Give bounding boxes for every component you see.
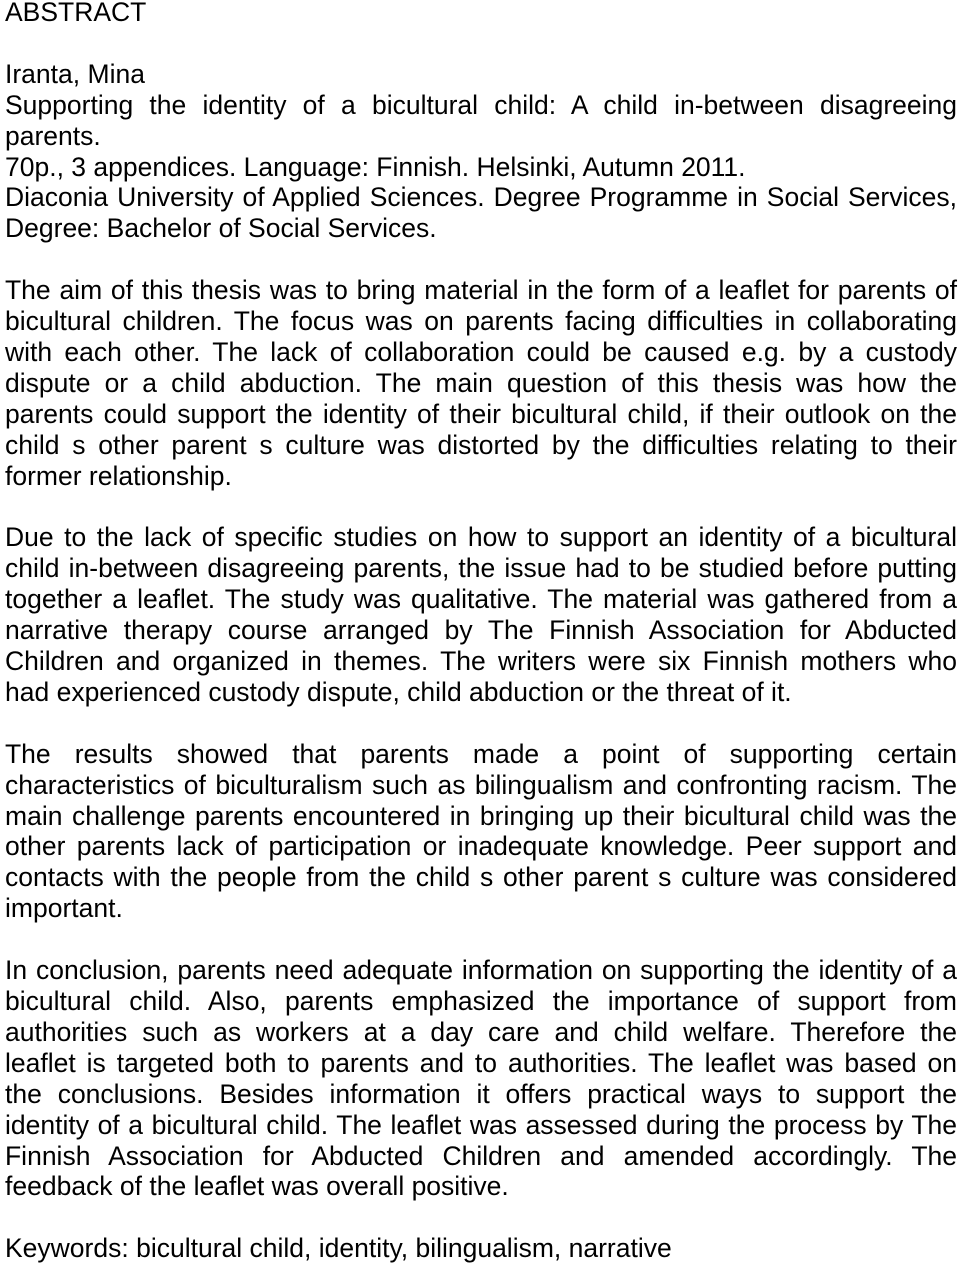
paragraph-line: former relationship.: [5, 460, 232, 491]
paragraph-line: characteristics of biculturalism such as bilingualism and confronting racism. The: [5, 769, 957, 800]
paragraph-line: bicultural children. The focus was on parents facing difficulties in collaborating: [5, 306, 957, 337]
abstract-page: [5, 0, 957, 1264]
paragraph-line: authorities such as workers at a day care and child welfare. Therefore the: [5, 1016, 957, 1047]
degree-line: Degree: Bachelor of Social Services.: [5, 213, 437, 244]
keywords-list: bicultural child, identity, bilingualism, narrative: [136, 1233, 672, 1264]
thesis-title-line: Supporting the identity of a bicultural child: A child in-between disagreeing: [5, 89, 957, 120]
paragraph-line: The aim of this thesis was to bring material in the form of a leaflet for parents of: [5, 275, 957, 306]
keywords: [5, 1233, 957, 1264]
paragraph-line: parents could support the identity of their bicultural child, if their outlook on the: [5, 398, 957, 429]
paragraph-line: child s other parent s culture was distorted by the difficulties relating to their: [5, 429, 957, 460]
institution-line: Diaconia University of Applied Sciences. Degree Programme in Social Services,: [5, 182, 957, 213]
paragraph-line: child in-between disagreeing parents, the issue had to be studied before putting: [5, 553, 957, 584]
paragraph-line: bicultural child. Also, parents emphasized the importance of support from: [5, 986, 957, 1016]
paragraph-line: leaflet is targeted both to parents and to authorities. The leaflet was based on: [5, 1047, 957, 1078]
paragraph-line: with each other. The lack of collaboration could be caused e.g. by a custody: [5, 336, 957, 367]
paragraph-line: feedback of the leaflet was overall positive.: [5, 1171, 509, 1202]
author-name: Iranta, Mina: [5, 58, 145, 89]
abstract-heading: ABSTRACT: [5, 0, 147, 27]
paragraph-line: other parents lack of participation or inadequate knowledge. Peer support and: [5, 831, 957, 862]
paragraph-conclusion: [5, 955, 957, 1202]
paragraph-line: The results showed that parents made a point of supporting certain: [5, 738, 957, 769]
paragraph-line: Children and organized in themes. The writers were six Finnish mothers who: [5, 646, 957, 677]
paragraph-line: main challenge parents encountered in bringing up their bicultural child was the: [5, 800, 957, 831]
thesis-info: [5, 59, 957, 244]
paragraph-line: In conclusion, parents need adequate information on supporting the identity of a: [5, 955, 957, 986]
paragraph-line: the conclusions. Besides information it offers practical ways to support the: [5, 1078, 957, 1109]
publication-details: 70p., 3 appendices. Language: Finnish. Helsinki, Autumn 2011.: [5, 151, 746, 182]
paragraph-line: Finnish Association for Abducted Children and amended accordingly. The: [5, 1140, 957, 1171]
thesis-title-line: parents.: [5, 120, 101, 151]
paragraph-aim: [5, 275, 957, 491]
paragraph-line: contacts with the people from the child s other parent s culture was considered: [5, 862, 957, 893]
paragraph-line: identity of a bicultural child. The leaflet was assessed during the process by The: [5, 1109, 957, 1140]
paragraph-line: important.: [5, 893, 123, 924]
paragraph-results: [5, 739, 957, 924]
paragraph-line: together a leaflet. The study was qualitative. The material was gathered from a: [5, 584, 957, 615]
paragraph-line: had experienced custody dispute, child abduction or the threat of it.: [5, 676, 792, 707]
paragraph-line: dispute or a child abduction. The main question of this thesis was how the: [5, 367, 957, 398]
keywords-label: Keywords:: [5, 1233, 129, 1264]
paragraph-line: narrative therapy course arranged by The Finnish Association for Abducted: [5, 615, 957, 646]
paragraph-line: Due to the lack of specific studies on how to support an identity of a bicultural: [5, 522, 957, 553]
paragraph-method: [5, 522, 957, 707]
